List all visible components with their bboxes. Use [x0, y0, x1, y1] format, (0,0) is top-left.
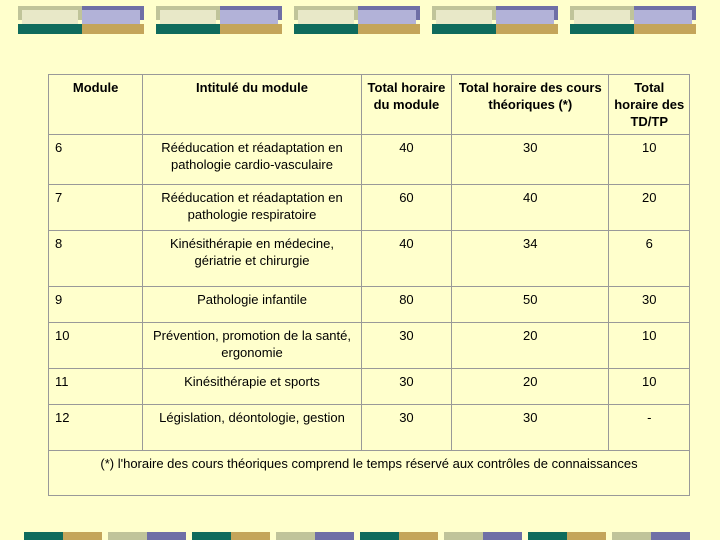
cell-title: Prévention, promotion de la santé, ergonomie [143, 323, 362, 369]
cell-total: 30 [361, 323, 451, 369]
cell-module: 12 [49, 405, 143, 451]
cell-tdtp: 10 [609, 135, 690, 185]
footer-decoration [528, 532, 606, 540]
header-total: Total horaire du module [361, 75, 451, 135]
footer-decoration [192, 532, 270, 540]
cell-title: Pathologie infantile [143, 287, 362, 323]
table-row [49, 369, 690, 405]
cell-theory: 20 [452, 323, 609, 369]
header-decoration [294, 6, 420, 34]
header-title: Intitulé du module [143, 75, 362, 135]
cell-title: Rééducation et réadaptation en pathologie respiratoire [143, 185, 362, 231]
cell-tdtp: 10 [609, 323, 690, 369]
cell-theory: 30 [452, 405, 609, 451]
cell-total: 40 [361, 231, 451, 287]
footnote-row [49, 451, 690, 496]
cell-tdtp: 6 [609, 231, 690, 287]
cell-tdtp: 30 [609, 287, 690, 323]
header-decoration [432, 6, 558, 34]
table-header-row [49, 75, 690, 135]
cell-tdtp: 10 [609, 369, 690, 405]
header-theory: Total horaire des cours théoriques (*) [452, 75, 609, 135]
footer-decoration [360, 532, 438, 540]
header-module: Module [49, 75, 143, 135]
cell-title: Législation, déontologie, gestion [143, 405, 362, 451]
cell-module: 8 [49, 231, 143, 287]
cell-total: 40 [361, 135, 451, 185]
footer-decoration [612, 532, 690, 540]
footnote: (*) l'horaire des cours théoriques comprend le temps réservé aux contrôles de connaissances [49, 451, 690, 496]
cell-module: 10 [49, 323, 143, 369]
footer-decoration [24, 532, 102, 540]
cell-title: Kinésithérapie et sports [143, 369, 362, 405]
table-row [49, 287, 690, 323]
cell-total: 80 [361, 287, 451, 323]
footer-decoration [444, 532, 522, 540]
header-decoration [18, 6, 144, 34]
table-row [49, 185, 690, 231]
cell-total: 30 [361, 369, 451, 405]
footer-decoration [276, 532, 354, 540]
cell-theory: 40 [452, 185, 609, 231]
table-row [49, 323, 690, 369]
table-row [49, 135, 690, 185]
cell-module: 7 [49, 185, 143, 231]
cell-total: 30 [361, 405, 451, 451]
header-tdtp: Total horaire des TD/TP [609, 75, 690, 135]
cell-total: 60 [361, 185, 451, 231]
cell-theory: 20 [452, 369, 609, 405]
cell-theory: 34 [452, 231, 609, 287]
header-decoration [570, 6, 696, 34]
cell-title: Kinésithérapie en médecine, gériatrie et chirurgie [143, 231, 362, 287]
cell-theory: 30 [452, 135, 609, 185]
cell-module: 9 [49, 287, 143, 323]
header-decoration [156, 6, 282, 34]
cell-theory: 50 [452, 287, 609, 323]
cell-tdtp: 20 [609, 185, 690, 231]
footer-decoration [108, 532, 186, 540]
table-row [49, 405, 690, 451]
cell-module: 6 [49, 135, 143, 185]
cell-title: Rééducation et réadaptation en pathologie cardio-vasculaire [143, 135, 362, 185]
modules-table [48, 74, 690, 496]
cell-tdtp: - [609, 405, 690, 451]
cell-module: 11 [49, 369, 143, 405]
table-row [49, 231, 690, 287]
